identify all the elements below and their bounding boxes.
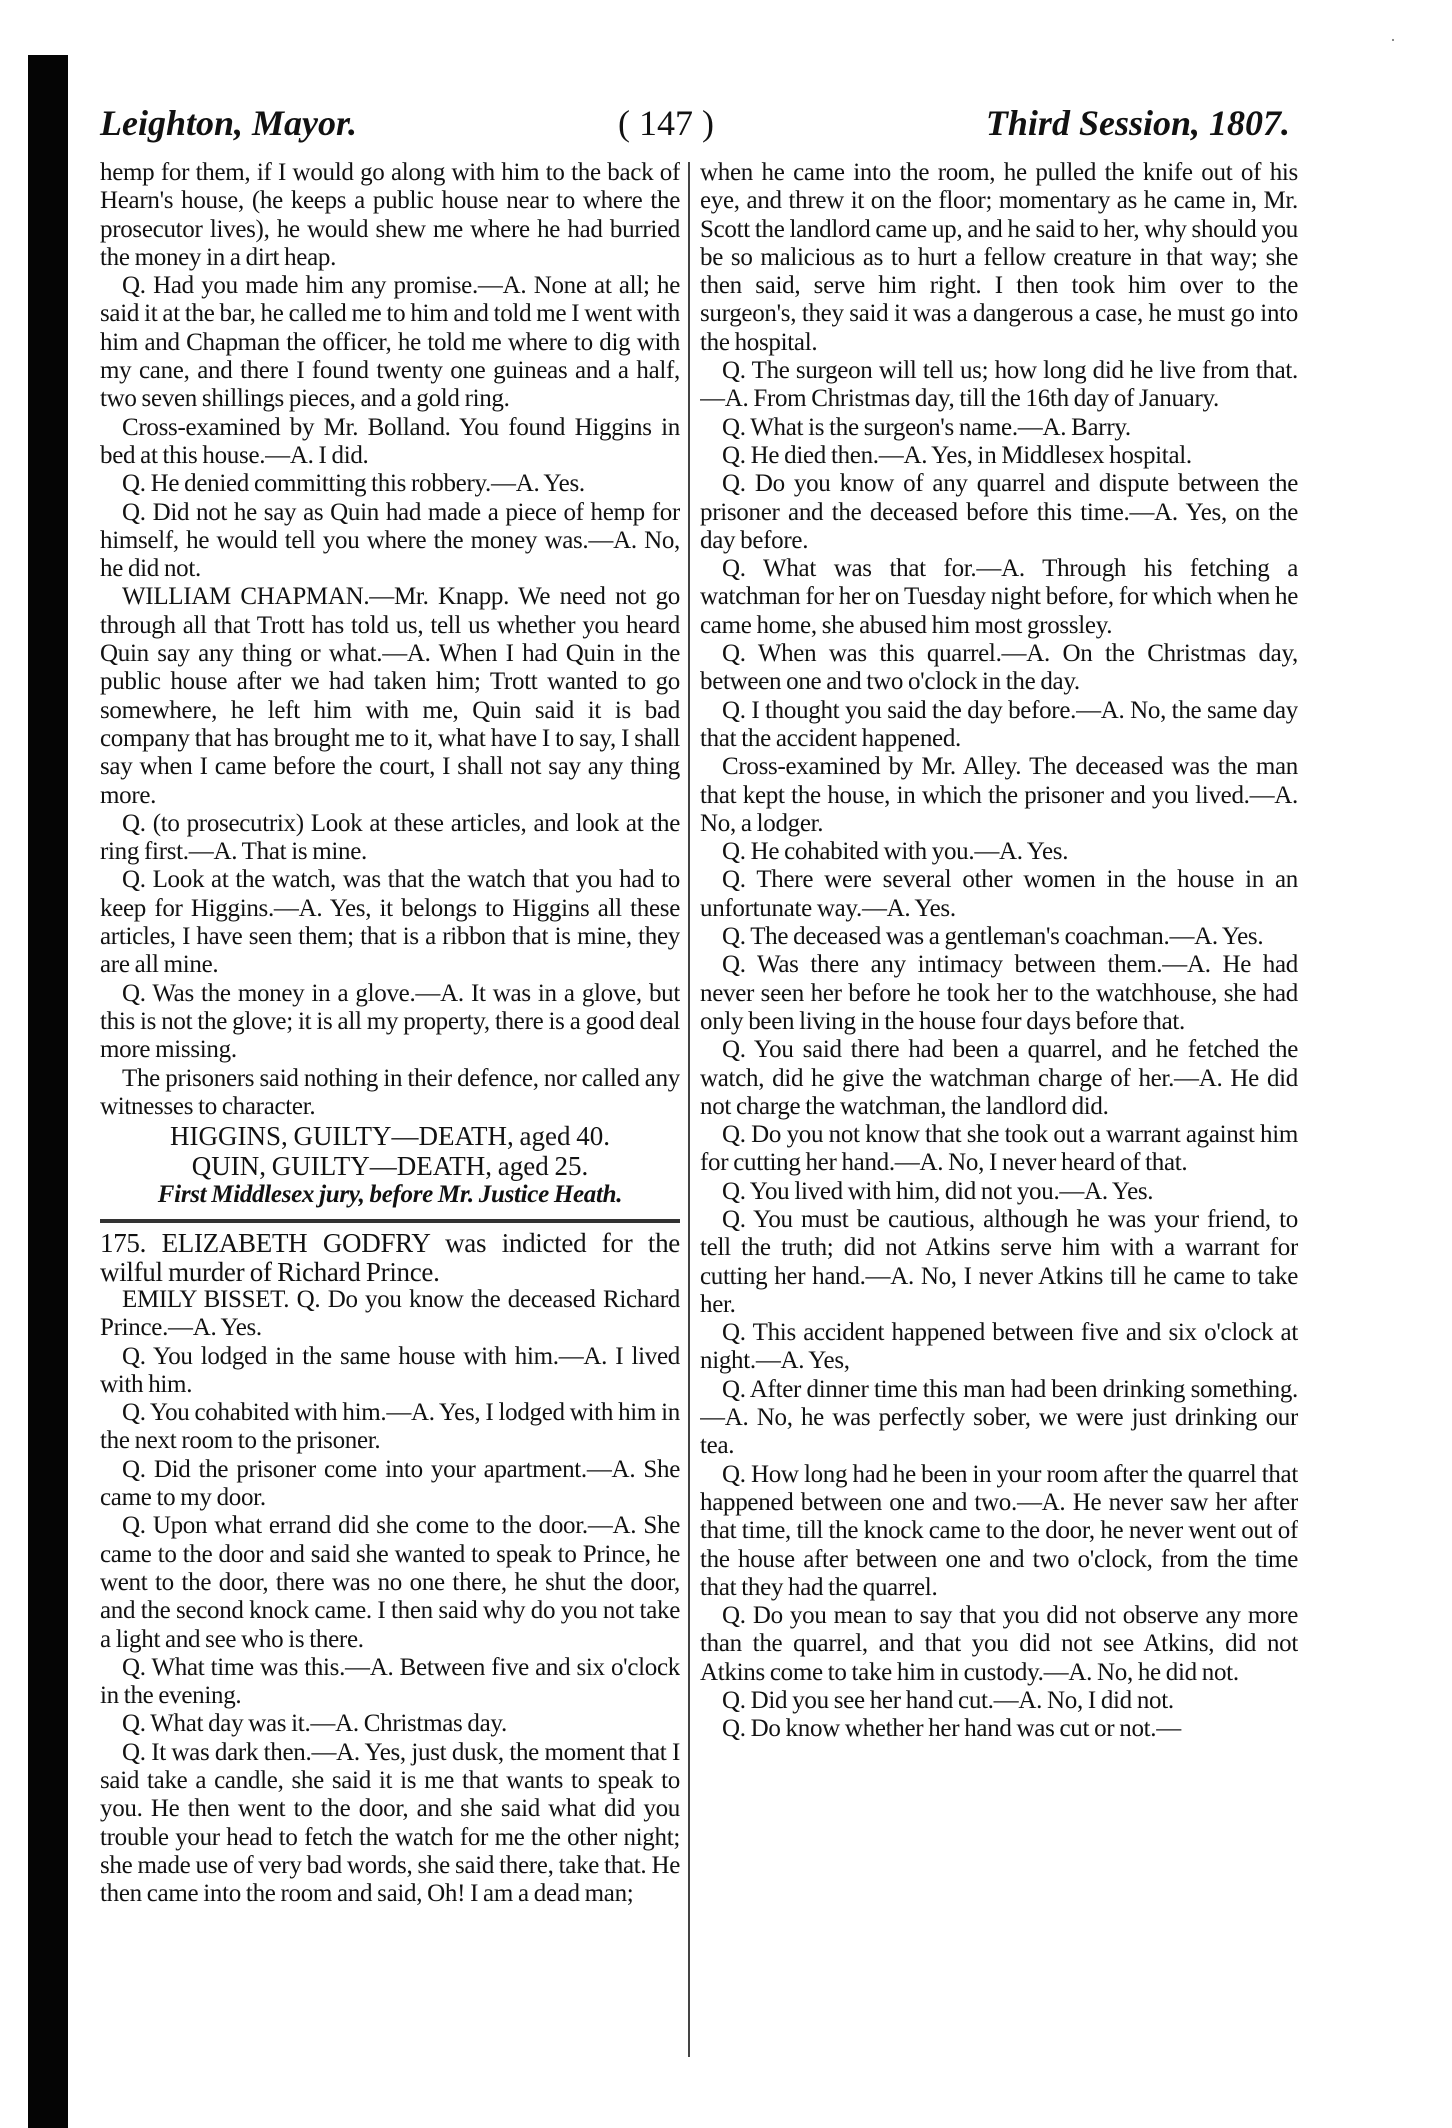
paragraph: Q. Upon what errand did she come to the door.—A. She came to the door and said she wanted to speak to Prince, he went to the door, there was no one there, he shut the door, and the second knock came. I then said why do you not take a light and see who is there. (100, 1512, 680, 1653)
paragraph: Q. You must be cautious, although he was your friend, to tell the truth; did not Atkins serve him with a warrant for cutting her hand.—A. No, I never Atkins till he came to take her. (700, 1205, 1298, 1318)
paragraph: Q. You said there had been a quarrel, and he fetched the watch, did he give the watchman charge of her.—A. He did not charge the watchman, the landlord did. (700, 1036, 1298, 1120)
paragraph: Q. Do know whether her hand was cut or not.— (722, 1715, 1181, 1743)
paragraph: EMILY BISSET. Q. Do you know the deceased Richard Prince.—A. Yes. (100, 1285, 680, 1342)
paragraph: Q. Do you not know that she took out a warrant against him for cutting her hand.—A. No, I never heard of that. (700, 1121, 1298, 1177)
paragraph: Q. The deceased was a gentleman's coachman.—A. Yes. (722, 923, 1264, 951)
paragraph: Q. Did you see her hand cut.—A. No, I did not. (722, 1687, 1174, 1715)
paragraph: Q. When was this quarrel.—A. On the Christmas day, between one and two o'clock in the day. (700, 640, 1298, 696)
paragraph: Q. After dinner time this man had been drinking something.—A. No, he was perfectly sober, we were just drinking our tea. (700, 1375, 1298, 1460)
paragraph: Q. Did not he say as Quin had made a piece of hemp for himself, he would tell you where the money was.—A. No, he did not. (100, 498, 680, 583)
column-divider (688, 162, 690, 2057)
paragraph: Q. You cohabited with him.—A. Yes, I lodged with him in the next room to the prisoner. (100, 1399, 680, 1455)
paragraph: WILLIAM CHAPMAN.—Mr. Knapp. We need not go through all that Trott has told us, tell us whether you heard Quin say any thing or what.—A. When I had Quin in the public house after we had taken him; Trott wanted to go somewhere, he left him with me, Quin said it is bad company that has brought me to it, what have I to say, I shall say when I came before the court, I shall not say any thing more. (100, 583, 680, 809)
paragraph: Q. I thought you said the day before.—A. No, the same day that the accident happened. (700, 696, 1298, 752)
paragraph: hemp for them, if I would go along with him to the back of Hearn's house, (he keeps a public house near to where the prosecutor lives), he would shew me where he had burried the money in a dirt heap. (100, 159, 680, 271)
paragraph: Cross-examined by Mr. Bolland. You found Higgins in bed at this house.—A. I did. (100, 413, 680, 469)
paragraph: Q. Do you mean to say that you did not observe any more than the quarrel, and that you did not see Atkins, did not Atkins come to take him in custody.—A. No, he did not. (700, 1602, 1298, 1686)
case-heading: 175. ELIZABETH GODFRY was indicted for the wilful murder of Richard Prince. (100, 1228, 680, 1287)
header-left: Leighton, Mayor. (100, 103, 358, 143)
paragraph: Q. He cohabited with you.—A. Yes. (722, 838, 1069, 866)
paragraph: Q. Was there any intimacy between them.—A. He had never seen her before he took her to the watchhouse, she had only been living in the house four days before that. (700, 951, 1298, 1035)
paragraph: Q. Look at the watch, was that the watch that you had to keep for Higgins.—A. Yes, it belongs to Higgins all these articles, I have seen them; that is a ribbon that is mine, they are all mine. (100, 866, 680, 979)
section-rule (100, 1219, 680, 1223)
paragraph: Q. What day was it.—A. Christmas day. (122, 1710, 507, 1738)
paragraph: Q. (to prosecutrix) Look at these articles, and look at the ring first.—A. That is mine. (100, 809, 680, 866)
running-header (100, 102, 1290, 160)
paragraph: Q. Had you made him any promise.—A. None at all; he said it at the bar, he called me to him and told me I went with him and Chapman the officer, he told me where to dig with my cane, and there I found twenty one guineas and a half, two seven shillings pieces, and a gold ring. (100, 272, 680, 413)
paragraph: Q. What time was this.—A. Between five and six o'clock in the evening. (100, 1653, 680, 1710)
page-number: ( 147 ) (618, 103, 714, 143)
paragraph: Cross-examined by Mr. Alley. The deceased was the man that kept the house, in which the prisoner and you lived.—A. No, a lodger. (700, 753, 1298, 837)
verdict: HIGGINS, GUILTY—DEATH, aged 40. (170, 1121, 610, 1152)
paragraph: Q. He died then.—A. Yes, in Middlesex hospital. (722, 441, 1192, 469)
page-speck: · (1390, 30, 1396, 50)
paragraph: when he came into the room, he pulled the knife out of his eye, and threw it on the floor; momentary as he came in, Mr. Scott the landlord came up, and he said to her, why should you be so malicious as to hurt a fellow creature in that way; she then said, serve him right. I then took him over to the surgeon's, they said it was a dangerous a case, he must go into the hospital. (700, 159, 1298, 356)
paragraph: Q. What was that for.—A. Through his fetching a watchman for her on Tuesday night before, for which when he came home, she abused him most grossley. (700, 555, 1298, 639)
paragraph: Q. There were several other women in the house in an unfortunate way.—A. Yes. (700, 866, 1298, 922)
right-column (700, 159, 1298, 2064)
paragraph: Q. Did the prisoner come into your apartment.—A. She came to my door. (100, 1455, 680, 1512)
paragraph: Q. What is the surgeon's name.—A. Barry. (722, 413, 1131, 441)
paragraph: Q. You lived with him, did not you.—A. Yes. (722, 1177, 1154, 1205)
paragraph: Q. Do you know of any quarrel and dispute between the prisoner and the deceased before this time.—A. Yes, on the day before. (700, 470, 1298, 554)
paragraph: Q. This accident happened between five and six o'clock at night.—A. Yes, (700, 1319, 1298, 1375)
paragraph: Q. He denied committing this robbery.—A. Yes. (122, 470, 585, 498)
header-right: Third Session, 1807. (985, 103, 1290, 143)
paragraph: Q. How long had he been in your room after the quarrel that happened between one and two.—A. He never saw her after that time, till the knock came to the door, he never went out of the house after between one and two o'clock, from the time that they had the quarrel. (700, 1460, 1298, 1601)
jury-line: First Middlesex jury, before Mr. Justice Heath. (157, 1181, 623, 1209)
paragraph: Q. The surgeon will tell us; how long did he live from that.—A. From Christmas day, till the 16th day of January. (700, 357, 1298, 413)
book-spine-shadow (28, 55, 68, 2128)
paragraph: Q. It was dark then.—A. Yes, just dusk, the moment that I said take a candle, she said it is me that wants to speak to you. He then went to the door, and she said what did you trouble your head to fetch the watch for me the other night; she made use of very bad words, she said there, take that. He then came into the room and said, Oh! I am a dead man; (100, 1738, 680, 1908)
paragraph: Q. You lodged in the same house with him.—A. I lived with him. (100, 1342, 680, 1398)
paragraph: Q. Was the money in a glove.—A. It was in a glove, but this is not the glove; it is all my property, there is a good deal more missing. (100, 979, 680, 1064)
verdict: QUIN, GUILTY—DEATH, aged 25. (191, 1151, 589, 1182)
left-column (100, 159, 680, 2064)
paragraph: The prisoners said nothing in their defence, nor called any witnesses to character. (100, 1064, 680, 1120)
